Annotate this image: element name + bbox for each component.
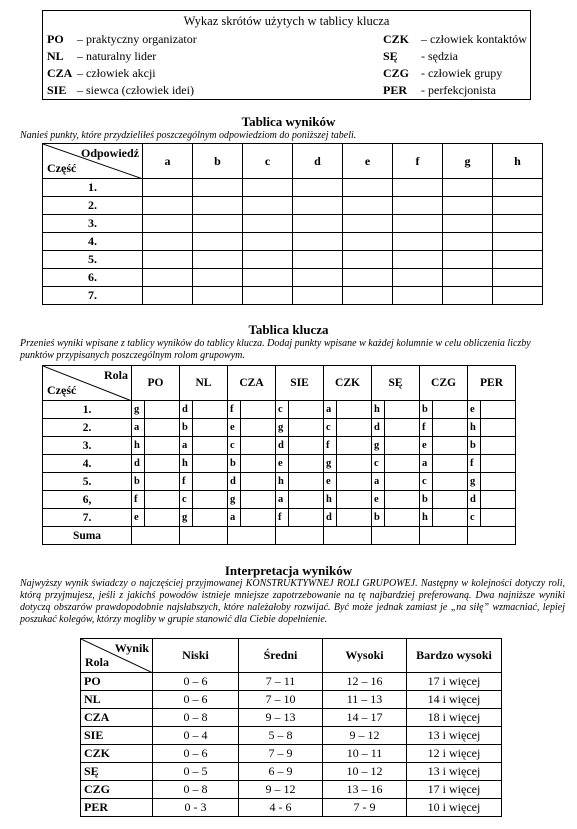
key-points-cell[interactable] — [289, 455, 324, 473]
key-row — [43, 491, 516, 509]
results-col-header: a — [143, 144, 193, 179]
key-points-cell[interactable] — [433, 491, 468, 509]
key-points-cell[interactable] — [241, 509, 276, 527]
key-points-cell[interactable] — [481, 491, 516, 509]
interp-value: 17 i więcej — [407, 673, 502, 691]
key-points-cell[interactable] — [193, 419, 228, 437]
interp-col-header: Wysoki — [323, 639, 407, 673]
interp-value: 0 – 4 — [153, 727, 239, 745]
interp-value: 0 – 5 — [153, 763, 239, 781]
key-instruction: Przenieś wyniki wpisane z tablicy wyników do tablicy klucza. Dodaj punkty wpisane w każdej kolumnie w celu obliczenia liczby punktów przypisanych poszczególnym rolom grupowym. — [20, 338, 531, 361]
results-table — [42, 143, 543, 305]
interp-row — [81, 727, 502, 745]
interp-value: 18 i więcej — [407, 709, 502, 727]
key-points-cell[interactable] — [145, 509, 180, 527]
key-points-cell[interactable] — [145, 473, 180, 491]
corner-label-score: Wynik — [114, 641, 149, 655]
key-letter: d — [180, 401, 193, 419]
key-row — [43, 455, 516, 473]
score-cell[interactable] — [493, 251, 543, 269]
key-letter: d — [276, 437, 289, 455]
score-cell[interactable] — [393, 233, 443, 251]
results-row — [43, 287, 543, 305]
key-points-cell[interactable] — [193, 437, 228, 455]
interp-value: 0 – 6 — [153, 691, 239, 709]
interp-value: 6 – 9 — [239, 763, 323, 781]
interp-row — [81, 781, 502, 799]
key-letter: a — [324, 401, 337, 419]
interp-col-header: Niski — [153, 639, 239, 673]
score-cell[interactable] — [293, 197, 343, 215]
key-letter: c — [420, 473, 433, 491]
key-points-cell[interactable] — [241, 401, 276, 419]
interp-value: 13 i więcej — [407, 727, 502, 745]
interp-value: 0 - 3 — [153, 799, 239, 817]
results-corner-cell — [43, 144, 143, 179]
score-cell[interactable] — [143, 251, 193, 269]
interp-value: 0 – 8 — [153, 709, 239, 727]
score-cell[interactable] — [393, 251, 443, 269]
results-row-label: 1. — [43, 179, 143, 197]
results-row — [43, 269, 543, 287]
key-title: Tablica klucza — [248, 322, 329, 337]
key-points-cell[interactable] — [433, 473, 468, 491]
corner-label-role: Rola — [85, 655, 109, 669]
key-letter: c — [372, 455, 385, 473]
key-letter: a — [228, 509, 241, 527]
key-row-label: 3. — [43, 437, 132, 455]
score-cell[interactable] — [393, 269, 443, 287]
key-sum-row — [43, 527, 516, 545]
key-letter: h — [276, 473, 289, 491]
key-points-cell[interactable] — [481, 419, 516, 437]
key-letter: g — [180, 509, 193, 527]
key-letter: f — [468, 455, 481, 473]
key-points-cell[interactable] — [289, 491, 324, 509]
interp-value: 7 – 10 — [239, 691, 323, 709]
interp-corner-cell — [81, 639, 153, 673]
score-cell[interactable] — [343, 215, 393, 233]
key-points-cell[interactable] — [385, 401, 420, 419]
key-points-cell[interactable] — [289, 419, 324, 437]
interp-value: 13 – 16 — [323, 781, 407, 799]
key-row — [43, 509, 516, 527]
interp-value: 12 – 16 — [323, 673, 407, 691]
key-points-cell[interactable] — [481, 401, 516, 419]
key-letter: g — [324, 455, 337, 473]
score-cell[interactable] — [243, 233, 293, 251]
score-cell[interactable] — [143, 215, 193, 233]
interp-role: CZG — [81, 781, 153, 799]
key-letter: e — [420, 437, 433, 455]
key-points-cell[interactable] — [433, 437, 468, 455]
key-points-cell[interactable] — [193, 401, 228, 419]
interp-role: SIE — [81, 727, 153, 745]
results-row-label: 5. — [43, 251, 143, 269]
score-cell[interactable] — [443, 287, 493, 305]
key-col-header: CZA — [228, 366, 276, 401]
score-cell[interactable] — [243, 251, 293, 269]
sum-cell[interactable] — [276, 527, 324, 545]
score-cell[interactable] — [243, 215, 293, 233]
key-letter: e — [372, 491, 385, 509]
key-letter: b — [372, 509, 385, 527]
key-letter: f — [180, 473, 193, 491]
key-points-cell[interactable] — [481, 437, 516, 455]
key-letter: b — [420, 401, 433, 419]
key-points-cell[interactable] — [193, 509, 228, 527]
key-letter: e — [468, 401, 481, 419]
key-corner-cell — [43, 366, 132, 401]
results-row-label: 7. — [43, 287, 143, 305]
interp-value: 0 – 6 — [153, 673, 239, 691]
score-cell[interactable] — [293, 287, 343, 305]
key-points-cell[interactable] — [385, 473, 420, 491]
score-cell[interactable] — [143, 233, 193, 251]
score-cell[interactable] — [193, 287, 243, 305]
key-letter: b — [180, 419, 193, 437]
key-letter: e — [276, 455, 289, 473]
results-col-header: d — [293, 144, 343, 179]
sum-cell[interactable] — [372, 527, 420, 545]
key-col-header: SIE — [276, 366, 324, 401]
key-points-cell[interactable] — [385, 437, 420, 455]
key-col-header: NL — [180, 366, 228, 401]
key-points-cell[interactable] — [337, 455, 372, 473]
score-cell[interactable] — [443, 179, 493, 197]
key-points-cell[interactable] — [385, 419, 420, 437]
key-row-label: 6, — [43, 491, 132, 509]
key-points-cell[interactable] — [385, 491, 420, 509]
key-row — [43, 401, 516, 419]
score-cell[interactable] — [393, 197, 443, 215]
key-points-cell[interactable] — [385, 455, 420, 473]
key-points-cell[interactable] — [241, 455, 276, 473]
corner-label-part: Część — [47, 161, 77, 175]
key-points-cell[interactable] — [145, 437, 180, 455]
key-points-cell[interactable] — [337, 437, 372, 455]
key-letter: g — [228, 491, 241, 509]
sum-cell[interactable] — [132, 527, 180, 545]
score-cell[interactable] — [393, 287, 443, 305]
results-row — [43, 179, 543, 197]
key-points-cell[interactable] — [337, 419, 372, 437]
score-cell[interactable] — [493, 233, 543, 251]
score-cell[interactable] — [243, 197, 293, 215]
sum-label: Suma — [43, 527, 132, 545]
key-letter: c — [276, 401, 289, 419]
score-cell[interactable] — [443, 197, 493, 215]
key-points-cell[interactable] — [193, 455, 228, 473]
key-points-cell[interactable] — [241, 437, 276, 455]
key-letter: g — [468, 473, 481, 491]
score-cell[interactable] — [443, 269, 493, 287]
key-letter: e — [132, 509, 145, 527]
key-row — [43, 437, 516, 455]
interp-value: 0 – 8 — [153, 781, 239, 799]
results-row — [43, 251, 543, 269]
key-letter: c — [228, 437, 241, 455]
key-points-cell[interactable] — [337, 401, 372, 419]
interp-value: 10 – 12 — [323, 763, 407, 781]
key-points-cell[interactable] — [481, 473, 516, 491]
score-cell[interactable] — [343, 197, 393, 215]
key-points-cell[interactable] — [145, 455, 180, 473]
interp-col-header: Bardzo wysoki — [407, 639, 502, 673]
key-letter: f — [228, 401, 241, 419]
key-letter: g — [132, 401, 145, 419]
key-points-cell[interactable] — [241, 491, 276, 509]
sum-cell[interactable] — [324, 527, 372, 545]
interp-value: 14 i więcej — [407, 691, 502, 709]
results-col-header: c — [243, 144, 293, 179]
key-letter: h — [468, 419, 481, 437]
key-letter: h — [132, 437, 145, 455]
key-points-cell[interactable] — [481, 455, 516, 473]
score-cell[interactable] — [493, 197, 543, 215]
key-letter: b — [468, 437, 481, 455]
score-cell[interactable] — [243, 269, 293, 287]
key-row — [43, 419, 516, 437]
key-letter: e — [324, 473, 337, 491]
results-row — [43, 233, 543, 251]
key-letter: d — [468, 491, 481, 509]
key-letter: f — [324, 437, 337, 455]
key-letter: h — [372, 401, 385, 419]
key-letter: d — [372, 419, 385, 437]
interp-role: SĘ — [81, 763, 153, 781]
key-row-label: 2. — [43, 419, 132, 437]
legend-title: Wykaz skrótów użytych w tablicy klucza — [183, 14, 390, 28]
key-letter: g — [276, 419, 289, 437]
results-row — [43, 197, 543, 215]
interp-value: 7 - 9 — [323, 799, 407, 817]
score-cell[interactable] — [343, 233, 393, 251]
key-table — [42, 365, 516, 545]
sum-cell[interactable] — [468, 527, 516, 545]
score-cell[interactable] — [343, 179, 393, 197]
key-letter: c — [468, 509, 481, 527]
sum-cell[interactable] — [180, 527, 228, 545]
results-col-header: b — [193, 144, 243, 179]
key-letter: h — [420, 509, 433, 527]
key-letter: a — [132, 419, 145, 437]
interp-role: CZA — [81, 709, 153, 727]
key-points-cell[interactable] — [145, 401, 180, 419]
interp-value: 10 i więcej — [407, 799, 502, 817]
key-points-cell[interactable] — [289, 473, 324, 491]
interp-header-row — [81, 639, 502, 673]
interp-role: PO — [81, 673, 153, 691]
key-letter: h — [180, 455, 193, 473]
score-cell[interactable] — [193, 215, 243, 233]
results-row-label: 2. — [43, 197, 143, 215]
results-col-header: f — [393, 144, 443, 179]
results-instruction: Nanieś punkty, które przydzieliłeś poszczególnym odpowiedziom do poniższej tabeli. — [20, 130, 357, 141]
interp-value: 0 – 6 — [153, 745, 239, 763]
results-col-header: g — [443, 144, 493, 179]
score-cell[interactable] — [193, 233, 243, 251]
interp-role: CZK — [81, 745, 153, 763]
score-cell[interactable] — [343, 287, 393, 305]
key-letter: e — [228, 419, 241, 437]
results-row — [43, 215, 543, 233]
interp-value: 9 – 12 — [239, 781, 323, 799]
key-letter: h — [324, 491, 337, 509]
score-cell[interactable] — [343, 269, 393, 287]
results-title: Tablica wyników — [241, 114, 336, 129]
key-col-header: PO — [132, 366, 180, 401]
key-letter: b — [132, 473, 145, 491]
sum-cell[interactable] — [228, 527, 276, 545]
key-letter: f — [276, 509, 289, 527]
score-cell[interactable] — [293, 233, 343, 251]
key-points-cell[interactable] — [193, 491, 228, 509]
key-points-cell[interactable] — [337, 491, 372, 509]
sum-cell[interactable] — [420, 527, 468, 545]
interp-value: 14 – 17 — [323, 709, 407, 727]
key-letter: a — [276, 491, 289, 509]
interpretation-text: Najwyższy wynik świadczy o najczęściej przyjmowanej KONSTRUKTYWNEJ ROLI GRUPOWEJ. Następny w kolejności dotyczy roli, którą przyjmujesz, jeśli z jakichś powodów istnieje mniejsze zapotrzebowanie na tę najbardziej preferowaną. Dwa najniższe wyniki dotyczą obszarów prawdopodobnie najsłabszych, które należałoby rozwijać. Być może jednak zamiast je „na siłę” wzmacniać, lepiej poszukać kolegów, którzy mogliby w grupie stanowić dla Ciebie dopełnienie. — [20, 578, 565, 625]
key-letter: a — [372, 473, 385, 491]
key-row — [43, 473, 516, 491]
interp-row — [81, 799, 502, 817]
key-points-cell[interactable] — [145, 491, 180, 509]
corner-label-answer: Odpowiedź — [80, 146, 139, 160]
score-cell[interactable] — [443, 215, 493, 233]
interpretation-title: Interpretacja wyników — [224, 563, 353, 578]
results-row-label: 3. — [43, 215, 143, 233]
score-cell[interactable] — [443, 233, 493, 251]
interp-value: 4 - 6 — [239, 799, 323, 817]
key-points-cell[interactable] — [433, 419, 468, 437]
score-cell[interactable] — [493, 179, 543, 197]
score-cell[interactable] — [443, 251, 493, 269]
key-points-cell[interactable] — [481, 509, 516, 527]
score-cell[interactable] — [193, 269, 243, 287]
key-letter: c — [324, 419, 337, 437]
key-row-label: 5. — [43, 473, 132, 491]
interp-value: 17 i więcej — [407, 781, 502, 799]
results-row-label: 4. — [43, 233, 143, 251]
key-letter: f — [420, 419, 433, 437]
key-letter: a — [180, 437, 193, 455]
key-points-cell[interactable] — [193, 473, 228, 491]
score-cell[interactable] — [193, 251, 243, 269]
interp-value: 11 – 13 — [323, 691, 407, 709]
abbreviation-legend: Wykaz skrótów użytych w tablicy klucza PO – praktyczny organizator NL – naturalny lider CZA – człowiek akcji SIE – siewca (człowiek idei) CZK – człowiek kontaktów SĘ - sędzia CZG - człowiek grupy PER - perfekcjonista — [42, 10, 531, 100]
corner-label-role: Rola — [104, 368, 128, 382]
key-letter: b — [420, 491, 433, 509]
score-cell[interactable] — [293, 269, 343, 287]
key-row-label: 7. — [43, 509, 132, 527]
interp-value: 7 – 9 — [239, 745, 323, 763]
score-cell[interactable] — [493, 269, 543, 287]
key-letter: d — [132, 455, 145, 473]
key-letter: b — [228, 455, 241, 473]
interp-value: 7 – 11 — [239, 673, 323, 691]
key-points-cell[interactable] — [145, 419, 180, 437]
key-letter: f — [132, 491, 145, 509]
score-cell[interactable] — [143, 287, 193, 305]
key-points-cell[interactable] — [241, 473, 276, 491]
key-row-label: 4. — [43, 455, 132, 473]
key-letter: c — [180, 491, 193, 509]
score-cell[interactable] — [243, 179, 293, 197]
interpretation-table — [80, 638, 502, 817]
interp-value: 12 i więcej — [407, 745, 502, 763]
key-points-cell[interactable] — [433, 509, 468, 527]
score-cell[interactable] — [193, 197, 243, 215]
interp-value: 13 i więcej — [407, 763, 502, 781]
score-cell[interactable] — [293, 251, 343, 269]
results-col-header: h — [493, 144, 543, 179]
score-cell[interactable] — [493, 287, 543, 305]
key-points-cell[interactable] — [241, 419, 276, 437]
key-points-cell[interactable] — [433, 455, 468, 473]
score-cell[interactable] — [343, 251, 393, 269]
key-points-cell[interactable] — [433, 401, 468, 419]
key-col-header: PER — [468, 366, 516, 401]
interp-value: 10 – 11 — [323, 745, 407, 763]
key-letter: a — [420, 455, 433, 473]
interp-value: 5 – 8 — [239, 727, 323, 745]
key-points-cell[interactable] — [337, 473, 372, 491]
score-cell[interactable] — [293, 179, 343, 197]
interp-role: PER — [81, 799, 153, 817]
results-header-row — [43, 144, 543, 179]
key-letter: d — [228, 473, 241, 491]
interp-row — [81, 691, 502, 709]
score-cell[interactable] — [293, 215, 343, 233]
score-cell[interactable] — [143, 179, 193, 197]
key-points-cell[interactable] — [289, 401, 324, 419]
results-col-header: e — [343, 144, 393, 179]
key-col-header: SĘ — [372, 366, 420, 401]
interp-row — [81, 745, 502, 763]
interp-row — [81, 763, 502, 781]
key-row-label: 1. — [43, 401, 132, 419]
score-cell[interactable] — [493, 215, 543, 233]
key-col-header: CZG — [420, 366, 468, 401]
key-letter: d — [324, 509, 337, 527]
interp-value: 9 – 13 — [239, 709, 323, 727]
score-cell[interactable] — [393, 215, 443, 233]
key-points-cell[interactable] — [289, 437, 324, 455]
score-cell[interactable] — [143, 269, 193, 287]
interp-value: 9 – 12 — [323, 727, 407, 745]
score-cell[interactable] — [193, 179, 243, 197]
interp-row — [81, 673, 502, 691]
key-header-row — [43, 366, 516, 401]
key-points-cell[interactable] — [385, 509, 420, 527]
key-points-cell[interactable] — [289, 509, 324, 527]
key-col-header: CZK — [324, 366, 372, 401]
score-cell[interactable] — [243, 287, 293, 305]
key-points-cell[interactable] — [337, 509, 372, 527]
score-cell[interactable] — [143, 197, 193, 215]
interp-row — [81, 709, 502, 727]
corner-label-part: Część — [47, 383, 77, 397]
interp-role: NL — [81, 691, 153, 709]
results-row-label: 6. — [43, 269, 143, 287]
key-letter: g — [372, 437, 385, 455]
score-cell[interactable] — [393, 179, 443, 197]
interp-col-header: Średni — [239, 639, 323, 673]
